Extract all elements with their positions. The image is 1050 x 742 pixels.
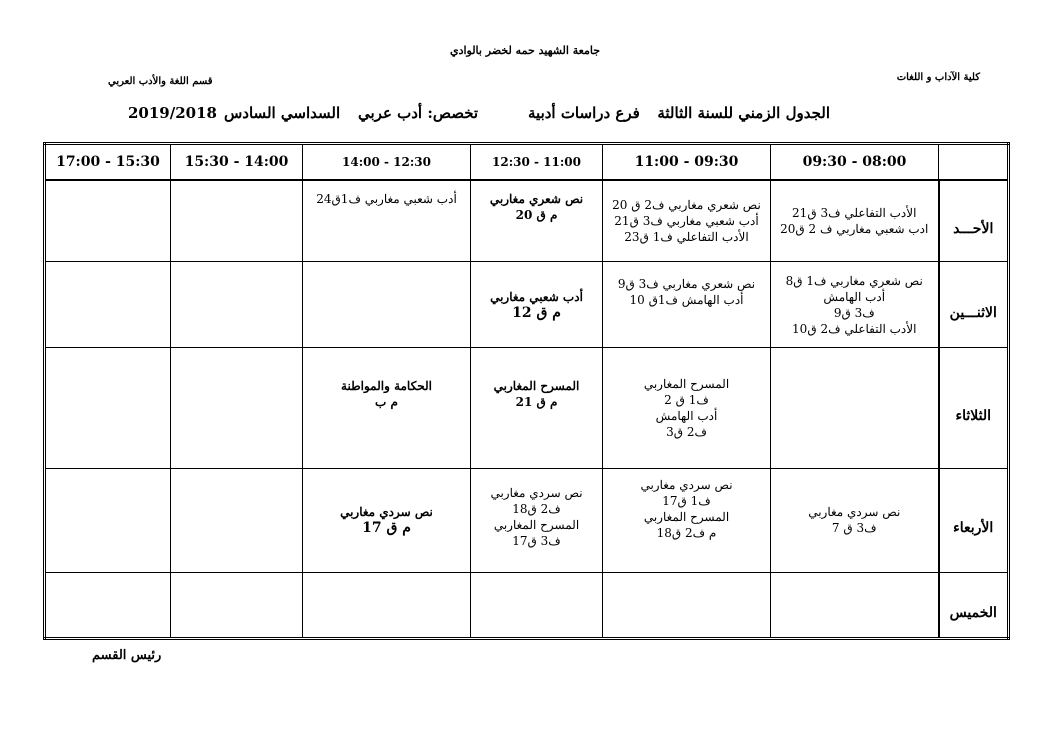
schedule-cell bbox=[171, 262, 303, 348]
time-slot-header: 11:00 - 12:30 bbox=[471, 144, 603, 180]
schedule-cell bbox=[303, 468, 471, 572]
schedule-cell bbox=[603, 348, 771, 468]
schedule-cell bbox=[603, 572, 771, 638]
schedule-cell bbox=[771, 262, 939, 348]
schedule-cell bbox=[45, 262, 171, 348]
cell-line: ف3 ق17 bbox=[512, 533, 561, 548]
cell-line: م ب bbox=[375, 395, 398, 410]
schedule-cell bbox=[771, 180, 939, 262]
cell-line: الحكامة والمواطنة bbox=[341, 379, 432, 394]
time-slot-header: 12:30 - 14:00 bbox=[303, 144, 471, 180]
cell-line: نص سردي مغاربي bbox=[490, 485, 583, 500]
cell-line: م ق 17 bbox=[362, 520, 411, 537]
day-row bbox=[45, 262, 1009, 348]
schedule-cell bbox=[771, 468, 939, 572]
cell-line: أدب شعبي مغاربي ف3 ق21 bbox=[614, 213, 759, 228]
cell-line: م ف2 ق18 bbox=[656, 525, 717, 540]
time-slot-header: 08:00 - 09:30 bbox=[771, 144, 939, 180]
day-row bbox=[45, 180, 1009, 262]
semester-label: السداسي السادس bbox=[224, 104, 341, 122]
cell-line: ف1 ق17 bbox=[662, 493, 711, 508]
cell-line: نص سردي مغاربي bbox=[640, 477, 733, 492]
schedule-cell bbox=[45, 572, 171, 638]
cell-line: أدب شعبي مغاربي ف1ق24 bbox=[316, 191, 457, 206]
schedule-cell bbox=[171, 572, 303, 638]
cell-line: ف3 ق 7 bbox=[831, 521, 877, 536]
time-slot-header: 14:00 - 15:30 bbox=[171, 144, 303, 180]
schedule-cell bbox=[771, 572, 939, 638]
corner-cell bbox=[939, 144, 1009, 180]
schedule-cell bbox=[45, 348, 171, 468]
cell-line: ادب شعبي مغاربي ف 2 ق20 bbox=[780, 221, 929, 236]
department-name: قسم اللغة والأدب العربي bbox=[108, 76, 213, 87]
schedule-cell bbox=[603, 262, 771, 348]
branch-label: فرع دراسات أدبية bbox=[528, 104, 640, 122]
day-label: الاثنـــين bbox=[939, 262, 1009, 348]
schedule-cell bbox=[303, 262, 471, 348]
header-row bbox=[45, 144, 1009, 180]
cell-line: نص سردي مغاربي bbox=[808, 505, 901, 520]
day-row bbox=[45, 348, 1009, 468]
cell-line: ف2 ق3 bbox=[666, 424, 707, 439]
schedule-cell bbox=[471, 348, 603, 468]
department-head-signature: رئيس القسم bbox=[92, 648, 162, 663]
day-label: الأربعاء bbox=[939, 468, 1009, 572]
day-row bbox=[45, 572, 1009, 638]
time-slot-header: 15:30 - 17:00 bbox=[45, 144, 171, 180]
schedule-cell bbox=[771, 348, 939, 468]
cell-line: ف1 ق 2 bbox=[664, 392, 709, 407]
cell-line: الأدب التفاعلي ف1 ق23 bbox=[624, 229, 749, 244]
cell-line: أدب الهامش bbox=[823, 289, 886, 304]
cell-line: أدب الهامش bbox=[655, 408, 718, 423]
cell-line: نص سردي مغاربي bbox=[340, 505, 433, 520]
schedule-cell bbox=[303, 572, 471, 638]
cell-line: ف2 ق18 bbox=[512, 501, 561, 516]
cell-line: المسرح المغاربي bbox=[643, 509, 730, 524]
schedule-cell bbox=[303, 180, 471, 262]
schedule-cell bbox=[171, 468, 303, 572]
schedule-cell bbox=[603, 180, 771, 262]
day-label: الخميس bbox=[939, 572, 1009, 638]
cell-line: ف3 ق9 bbox=[833, 305, 875, 320]
time-slot-header: 09:30 - 11:00 bbox=[603, 144, 771, 180]
schedule-cell bbox=[471, 572, 603, 638]
schedule-cell bbox=[471, 180, 603, 262]
cell-line: الأدب التفاعلي ف3 ق21 bbox=[792, 205, 917, 220]
cell-line: أدب الهامش ف1ق 10 bbox=[629, 293, 744, 308]
university-name: جامعة الشهيد حمه لخضر بالوادي bbox=[449, 44, 601, 57]
schedule-cell bbox=[45, 180, 171, 262]
cell-line: م ق 21 bbox=[515, 395, 558, 410]
cell-line: نص شعري مغاربي ف3 ق9 bbox=[617, 277, 756, 292]
schedule-cell bbox=[45, 468, 171, 572]
schedule-cell bbox=[171, 180, 303, 262]
cell-line: المسرح المغاربي bbox=[493, 379, 580, 394]
day-label: الأحـــد bbox=[939, 180, 1009, 262]
cell-line: نص شعري مغاربي ف2 ق 20 bbox=[612, 197, 761, 212]
cell-line: م ق 20 bbox=[515, 207, 558, 222]
cell-line: نص شعري مغاربي ف1 ق8 bbox=[785, 273, 923, 288]
schedule-cell bbox=[603, 468, 771, 572]
cell-line: م ق 12 bbox=[512, 304, 561, 321]
cell-line: المسرح المغاربي bbox=[493, 517, 580, 532]
faculty-name: كلية الآداب و اللغات bbox=[896, 72, 980, 83]
cell-line: المسرح المغاربي bbox=[643, 376, 730, 391]
day-label: الثلاثاء bbox=[939, 348, 1009, 468]
cell-line: نص شعري مغاربي bbox=[489, 191, 584, 206]
schedule-cell bbox=[471, 468, 603, 572]
academic-year: 2019/2018 bbox=[128, 104, 217, 122]
schedule-cell bbox=[171, 348, 303, 468]
cell-line: أدب شعبي مغاربي bbox=[490, 289, 583, 304]
specialty-label: تخصص: أدب عربي bbox=[358, 104, 479, 122]
schedule-cell bbox=[303, 348, 471, 468]
schedule-cell bbox=[471, 262, 603, 348]
cell-line: الأدب التفاعلي ف2 ق10 bbox=[792, 321, 917, 336]
day-row bbox=[45, 468, 1009, 572]
schedule-title: الجدول الزمني للسنة الثالثة bbox=[657, 104, 830, 122]
timetable bbox=[43, 142, 1010, 640]
